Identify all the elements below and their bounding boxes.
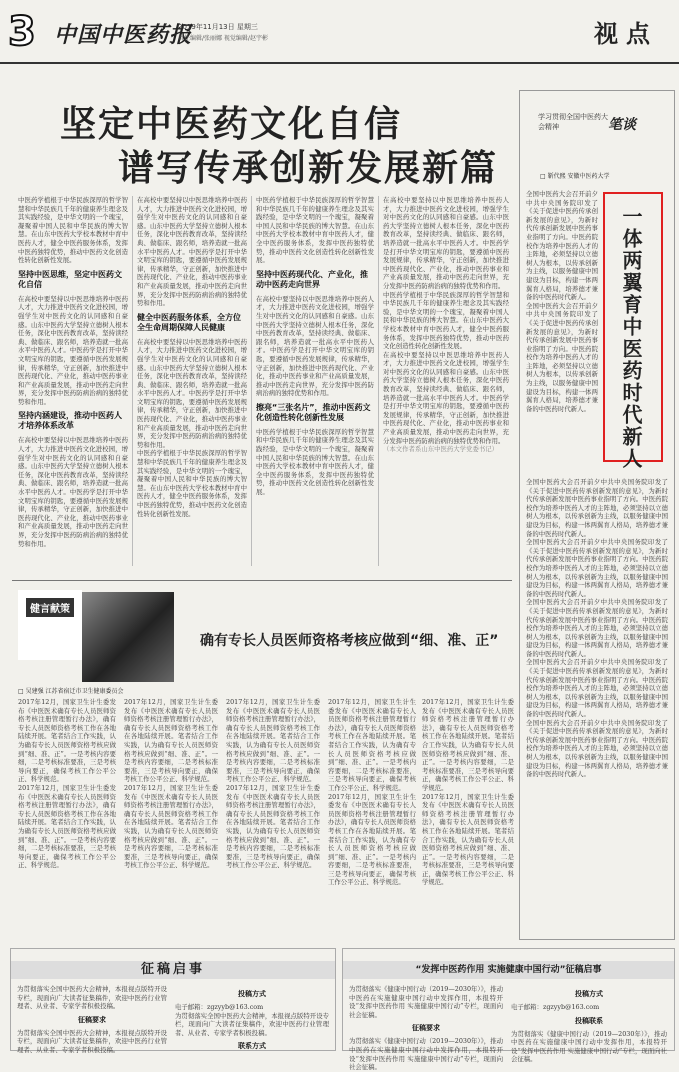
lower-article-author: □ 吴建强 江苏省宿迁市卫生健康委员会 — [18, 688, 124, 695]
column-label: 健言献策 — [26, 598, 74, 617]
issue-staff: 责任编辑/张丽娜 视觉编辑/赵宇彬 — [178, 35, 268, 42]
sidebar-body: 全国中医药大会召开前夕中共中央国务院印发了《关于促进中医药传承创新发展的意见》，为新时代传承创新发展中医药事业指明了方向。中医药院校作为培养中医药人才的主阵地，必须坚持以立德树人为根本，以传承创新为主线，以服务健康中国建设为目标，构建一体两翼育人格局，培养德才兼备的中医药时代新人。 — [526, 658, 668, 719]
main-subhead-1: 坚持中医思维，坚定中医药文化自信 — [18, 269, 122, 289]
notice-left-subhead: 征稿要求 — [78, 1015, 106, 1024]
notice-box-right — [342, 948, 675, 1072]
notice-left-contact: 电子邮箱：zgzyyb@163.com — [175, 1003, 264, 1011]
main-article-body: 中医药学植根于中华民族深厚的哲学智慧和中华民族几千年的健康养生理念及其实践经验，是中华文明的一个瑰宝，凝聚着中国人民和中华民族的博大智慧。在山东中医药大学校本教材中育中医药人才，健全中医药服务体系，发挥中医药独特优势，推动中医药文化创造性转化创新性发展。 — [137, 449, 247, 518]
sidebar-body: 全国中医药大会召开前夕中共中央国务院印发了《关于促进中医药传承创新发展的意见》，为新时代传承创新发展中医药事业指明了方向。中医药院校作为培养中医药人才的主阵地，必须坚持以立德树人为根本，以传承创新为主线，以服务健康中国建设为目标，构建一体两翼育人格局，培养德才兼备的中医药时代新人。 — [526, 598, 668, 658]
notice-left-subhead: 联系方式 — [238, 1042, 266, 1051]
main-article-intro: 中医药学植根于中华民族深厚的哲学智慧和中华民族几千年的健康养生理念及其实践经验，是中华文明的一个瑰宝，凝聚着中国人民和中华民族的博大智慧。在山东中医药大学校本教材中育中医药人才，健全中医药服务体系，发挥中医药独特优势，推动中医药文化创造性转化创新性发展。 — [18, 196, 128, 265]
notice-left-body: 为贯彻落实全国中医药大会精神，本报视点版特开设专栏，现面向广大读者征集稿件，欢迎中医药行业管理者、从业者、专家学者积极投稿。 — [17, 985, 167, 1011]
lower-article-body: 2017年12月，国家卫生计生委发布《中医医术确有专长人员医师资格考核注册管理暂行办法》，确有专长人员医师资格考核工作在各地陆续开展。笔者结合工作实践，认为确有专长人员医师资格考核应做到“细、准、正”。一是考核内容要细，二是考核标准要准，三是考核导向要正，确保考核工作公平公正、科学规范。 — [328, 698, 416, 792]
sidebar-body: 全国中医药大会召开前夕中共中央国务院印发了《关于促进中医药传承创新发展的意见》，为新时代传承创新发展中医药事业指明了方向。中医药院校作为培养中医药人才的主阵地，必须坚持以立德树人为根本，以传承创新为主线，以服务健康中国建设为目标，构建一体两翼育人格局，培养德才兼备的中医药时代新人。 — [526, 538, 668, 598]
notice-right-body: 为贯彻落实《健康中国行动（2019—2030年）》，推动中医药在实施健康中国行动中发挥作用，本报特开设“发挥中医药作用 实施健康中国行动”专栏，现面向社会征稿。 — [511, 1029, 667, 1064]
section-name: 视点 — [594, 19, 658, 48]
column-divider — [378, 196, 379, 566]
lower-article-body: 2017年12月，国家卫生计生委发布《中医医术确有专长人员医师资格考核注册管理暂行办法》，确有专长人员医师资格考核工作在各地陆续开展。笔者结合工作实践，认为确有专长人员医师资格考核应做到“细、准、正”。一是考核内容要细，二是考核标准要准，三是考核导向要正，确保考核工作公平公正、科学规范。 — [328, 792, 416, 887]
main-subhead-5: 擦亮“三张名片”，推动中医药文化创造性转化创新性发展 — [256, 402, 371, 422]
main-article-body: 中医药学植根于中华民族深厚的哲学智慧和中华民族几千年的健康养生理念及其实践经验，是中华文明的一个瑰宝，凝聚着中国人民和中华民族的博大智慧。在山东中医药大学校本教材中育中医药人才，健全中医药服务体系，发挥中医药独特优势，推动中医药文化创造性转化创新性发展。 — [383, 290, 509, 351]
main-article-body: 在高校中要坚持以中医思维培养中医药人才，大力推进中医药文化进校园，增强学生对中医药文化的认同感和自豪感。山东中医药大学坚持立德树人根本任务，深化中医药教育改革，坚持读经典、做临床、跟名师，培养造就一批高水平中医药人才。中医药学是打开中华文明宝库的钥匙，要遵循中医药发展规律，传承精华，守正创新，加快推进中医药现代化、产业化，推动中医药事业和产业高质量发展，推动中医药走向世界，充分发挥中医药防病治病的独特优势和作用。 — [18, 436, 128, 548]
column-divider — [251, 196, 252, 566]
newspaper-name: 中国中医药报 — [54, 22, 193, 48]
main-article-body: 在高校中要坚持以中医思维培养中医药人才，大力推进中医药文化进校园，增强学生对中医药文化的认同感和自豪感。山东中医药大学坚持立德树人根本任务，深化中医药教育改革，坚持读经典、做临床、跟名师，培养造就一批高水平中医药人才。中医药学是打开中华文明宝库的钥匙，要遵循中医药发展规律，传承精华，守正创新，加快推进中医药现代化、产业化，推动中医药事业和产业高质量发展，推动中医药走向世界，充分发挥中医药防病治病的独特优势和作用。 — [137, 337, 247, 449]
notice-right-subhead: 投稿联系 — [575, 1016, 603, 1025]
sidebar-title: 一体两翼育中医药时代新人 — [619, 206, 643, 470]
page-number: 3 — [8, 9, 36, 55]
main-headline-line2: 谱写传承创新发展新篇 — [118, 148, 499, 189]
lower-article-column-1 — [18, 698, 116, 948]
notice-left-subhead: 投稿方式 — [238, 990, 266, 998]
main-subhead-2: 坚持内涵建设，推动中医药人才培养体系改革 — [18, 411, 122, 431]
notice-box-left — [10, 948, 336, 1054]
notice-right-subhead: 投稿方式 — [575, 990, 603, 998]
sidebar-text-lower — [526, 478, 668, 933]
main-article-body: 在高校中要坚持以中医思维培养中医药人才，大力推进中医药文化进校园，增强学生对中医药文化的认同感和自豪感。山东中医药大学坚持立德树人根本任务，深化中医药教育改革，坚持读经典、做临床、跟名师，培养造就一批高水平中医药人才。中医药学是打开中华文明宝库的钥匙，要遵循中医药发展规律，传承精华，守正创新，加快推进中医药现代化、产业化，推动中医药事业和产业高质量发展，推动中医药走向世界，充分发挥中医药防病治病的独特优势和作用。 — [256, 294, 374, 398]
main-article-column-3 — [256, 196, 374, 566]
sidebar-body: 全国中医药大会召开前夕中共中央国务院印发了《关于促进中医药传承创新发展的意见》，为新时代传承创新发展中医药事业指明了方向。中医药院校作为培养中医药人才的主阵地，必须坚持以立德树人为根本，以传承创新为主线，以服务健康中国建设为目标，构建一体两翼育人格局，培养德才兼备的中医药时代新人。 — [526, 190, 598, 302]
sidebar-stamp: 笔谈 — [608, 117, 636, 133]
lower-article-column-4 — [328, 698, 416, 948]
lower-article-body: 2017年12月，国家卫生计生委发布《中医医术确有专长人员医师资格考核注册管理暂行办法》，确有专长人员医师资格考核工作在各地陆续开展。笔者结合工作实践，认为确有专长人员医师资格考核应做到“细、准、正”。一是考核内容要细，二是考核标准要准，三是考核导向要正，确保考核工作公平公正、科学规范。 — [124, 783, 218, 870]
notice-left-col-1 — [17, 985, 167, 1054]
lower-article-headline: 确有专长人员医师资格考核应做到“细、准、正” — [200, 633, 499, 649]
author-photo — [82, 592, 174, 682]
section-divider — [12, 580, 512, 581]
issue-date: 2019年11月13日 星期三 — [178, 23, 258, 31]
column-divider — [132, 196, 133, 566]
main-article-body: 在高校中要坚持以中医思维培养中医药人才，大力推进中医药文化进校园，增强学生对中医药文化的认同感和自豪感。山东中医药大学坚持立德树人根本任务，深化中医药教育改革，坚持读经典、做临床、跟名师，培养造就一批高水平中医药人才。中医药学是打开中华文明宝库的钥匙，要遵循中医药发展规律，传承精华，守正创新，加快推进中医药现代化、产业化，推动中医药事业和产业高质量发展，推动中医药走向世界，充分发挥中医药防病治病的独特优势和作用。 — [137, 196, 247, 308]
notice-right-title: “发挥中医药作用 实施健康中国行动”征稿启事 — [343, 961, 674, 979]
sidebar-body: 全国中医药大会召开前夕中共中央国务院印发了《关于促进中医药传承创新发展的意见》，为新时代传承创新发展中医药事业指明了方向。中医药院校作为培养中医药人才的主阵地，必须坚持以立德树人为根本，以传承创新为主线，以服务健康中国建设为目标，构建一体两翼育人格局，培养德才兼备的中医药时代新人。 — [526, 478, 668, 538]
notice-left-col-2 — [175, 985, 329, 1051]
main-headline-line1: 坚定中医药文化自信 — [60, 104, 403, 145]
sidebar-author: □ 靳代熙 安徽中医药大学 — [540, 173, 610, 180]
main-article-body: 中医药学植根于中华民族深厚的哲学智慧和中华民族几千年的健康养生理念及其实践经验，是中华文明的一个瑰宝，凝聚着中国人民和中华民族的博大智慧。在山东中医药大学校本教材中育中医药人才，健全中医药服务体系，发挥中医药独特优势，推动中医药文化创造性转化创新性发展。 — [256, 427, 374, 497]
notice-right-subhead: 征稿要求 — [412, 1024, 440, 1033]
lower-article-body: 2017年12月，国家卫生计生委发布《中医医术确有专长人员医师资格考核注册管理暂行办法》，确有专长人员医师资格考核工作在各地陆续开展。笔者结合工作实践，认为确有专长人员医师资格考核应做到“细、准、正”。一是考核内容要细，二是考核标准要准，三是考核导向要正，确保考核工作公平公正、科学规范。 — [226, 783, 320, 870]
notice-left-title: 征稿启事 — [11, 961, 335, 979]
main-subhead-3: 健全中医药服务体系，全方位全生命周期保障人民健康 — [137, 312, 241, 332]
lower-article-body: 2017年12月，国家卫生计生委发布《中医医术确有专长人员医师资格考核注册管理暂行办法》，确有专长人员医师资格考核工作在各地陆续开展。笔者结合工作实践，认为确有专长人员医师资格考核应做到“细、准、正”。一是考核内容要细，二是考核标准要准，三是考核导向要正，确保考核工作公平公正、科学规范。 — [18, 698, 116, 784]
main-article-column-2 — [137, 196, 247, 566]
main-article-body: 在高校中要坚持以中医思维培养中医药人才，大力推进中医药文化进校园，增强学生对中医药文化的认同感和自豪感。山东中医药大学坚持立德树人根本任务，深化中医药教育改革，坚持读经典、做临床、跟名师，培养造就一批高水平中医药人才。中医药学是打开中华文明宝库的钥匙，要遵循中医药发展规律，传承精华，守正创新，加快推进中医药现代化、产业化，推动中医药事业和产业高质量发展，推动中医药走向世界，充分发挥中医药防病治病的独特优势和作用。 — [18, 294, 128, 406]
lower-article-body: 2017年12月，国家卫生计生委发布《中医医术确有专长人员医师资格考核注册管理暂行办法》，确有专长人员医师资格考核工作在各地陆续开展。笔者结合工作实践，认为确有专长人员医师资格考核应做到“细、准、正”。一是考核内容要细，二是考核标准要准，三是考核导向要正，确保考核工作公平公正、科学规范。 — [422, 792, 514, 887]
lower-article-body: 2017年12月，国家卫生计生委发布《中医医术确有专长人员医师资格考核注册管理暂行办法》，确有专长人员医师资格考核工作在各地陆续开展。笔者结合工作实践，认为确有专长人员医师资格考核应做到“细、准、正”。一是考核内容要细，二是考核标准要准，三是考核导向要正，确保考核工作公平公正、科学规范。 — [422, 698, 514, 792]
lower-article-body: 2017年12月，国家卫生计生委发布《中医医术确有专长人员医师资格考核注册管理暂行办法》，确有专长人员医师资格考核工作在各地陆续开展。笔者结合工作实践，认为确有专长人员医师资格考核应做到“细、准、正”。一是考核内容要细，二是考核标准要准，三是考核导向要正，确保考核工作公平公正、科学规范。 — [18, 783, 116, 870]
notice-right-col-1 — [349, 985, 503, 1072]
notice-left-body: 为贯彻落实全国中医药大会精神，本报视点版特开设专栏，现面向广大读者征集稿件，欢迎中医药行业管理者、从业者、专家学者积极投稿。 — [175, 1011, 329, 1037]
main-article-body: 在高校中要坚持以中医思维培养中医药人才，大力推进中医药文化进校园，增强学生对中医药文化的认同感和自豪感。山东中医药大学坚持立德树人根本任务，深化中医药教育改革，坚持读经典、做临床、跟名师，培养造就一批高水平中医药人才。中医药学是打开中华文明宝库的钥匙，要遵循中医药发展规律，传承精华，守正创新，加快推进中医药现代化、产业化，推动中医药事业和产业高质量发展，推动中医药走向世界，充分发挥中医药防病治病的独特优势和作用。 — [383, 350, 509, 445]
main-article-body: 中医药学植根于中华民族深厚的哲学智慧和中华民族几千年的健康养生理念及其实践经验，是中华文明的一个瑰宝，凝聚着中国人民和中华民族的博大智慧。在山东中医药大学校本教材中育中医药人才，健全中医药服务体系，发挥中医药独特优势，推动中医药文化创造性转化创新性发展。 — [256, 196, 374, 265]
lower-article-body: 2017年12月，国家卫生计生委发布《中医医术确有专长人员医师资格考核注册管理暂行办法》，确有专长人员医师资格考核工作在各地陆续开展。笔者结合工作实践，认为确有专长人员医师资格考核应做到“细、准、正”。一是考核内容要细，二是考核标准要准，三是考核导向要正，确保考核工作公平公正、科学规范。 — [124, 698, 218, 784]
lower-article-body: 2017年12月，国家卫生计生委发布《中医医术确有专长人员医师资格考核注册管理暂行办法》，确有专长人员医师资格考核工作在各地陆续开展。笔者结合工作实践，认为确有专长人员医师资格考核应做到“细、准、正”。一是考核内容要细，二是考核标准要准，三是考核导向要正，确保考核工作公平公正、科学规范。 — [226, 698, 320, 784]
main-subhead-4: 坚持中医药现代化、产业化，推动中医药走向世界 — [256, 269, 368, 289]
sidebar-text-upper — [526, 190, 598, 475]
sidebar-body: 全国中医药大会召开前夕中共中央国务院印发了《关于促进中医药传承创新发展的意见》，为新时代传承创新发展中医药事业指明了方向。中医药院校作为培养中医药人才的主阵地，必须坚持以立德树人为根本，以传承创新为主线，以服务健康中国建设为目标，构建一体两翼育人格局，培养德才兼备的中医药时代新人。 — [526, 301, 598, 413]
notice-right-body: 为贯彻落实《健康中国行动（2019—2030年）》，推动中医药在实施健康中国行动中发挥作用，本报特开设“发挥中医药作用 实施健康中国行动”专栏，现面向社会征稿。 — [349, 985, 503, 1019]
main-article-column-1 — [18, 196, 128, 566]
sidebar-body: 全国中医药大会召开前夕中共中央国务院印发了《关于促进中医药传承创新发展的意见》，为新时代传承创新发展中医药事业指明了方向。中医药院校作为培养中医药人才的主阵地，必须坚持以立德树人为根本，以传承创新为主线，以服务健康中国建设为目标，构建一体两翼育人格局，培养德才兼备的中医药时代新人。 — [526, 718, 668, 779]
lower-article-column-2 — [124, 698, 218, 948]
notice-right-contact: 电子邮箱：zgzyyb@163.com — [511, 1003, 600, 1011]
notice-right-col-2 — [511, 985, 667, 1064]
lower-article-column-5 — [422, 698, 514, 948]
main-article-body: 在高校中要坚持以中医思维培养中医药人才，大力推进中医药文化进校园，增强学生对中医药文化的认同感和自豪感。山东中医药大学坚持立德树人根本任务，深化中医药教育改革，坚持读经典、做临床、跟名师，培养造就一批高水平中医药人才。中医药学是打开中华文明宝库的钥匙，要遵循中医药发展规律，传承精华，守正创新，加快推进中医药现代化、产业化，推动中医药事业和产业高质量发展，推动中医药走向世界，充分发挥中医药防病治病的独特优势和作用。 — [383, 196, 509, 290]
notice-left-body: 为贯彻落实全国中医药大会精神，本报视点版特开设专栏，现面向广大读者征集稿件，欢迎中医药行业管理者、从业者、专家学者积极投稿。 — [17, 1028, 167, 1054]
main-article-column-4 — [383, 196, 509, 566]
lower-article-column-3 — [226, 698, 320, 948]
main-article-byline: （本文作者系山东中医药大学党委书记） — [383, 445, 499, 454]
sidebar-kicker: 学习贯彻全国中医药大会精神 — [538, 113, 608, 131]
notice-right-body: 为贯彻落实《健康中国行动（2019—2030年）》，推动中医药在实施健康中国行动中发挥作用，本报特开设“发挥中医药作用 实施健康中国行动”专栏，现面向社会征稿。 — [349, 1037, 503, 1072]
